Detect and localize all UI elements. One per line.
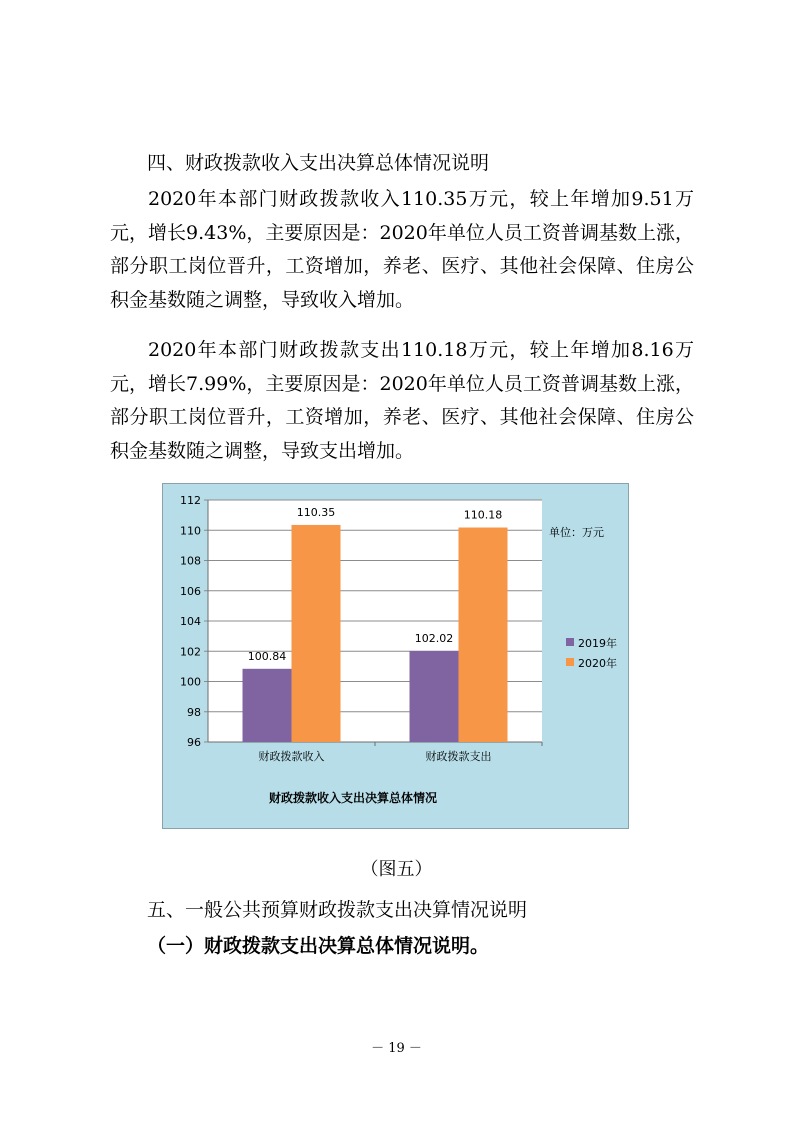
income-paragraph: 2020年本部门财政拨款收入110.35万元，较上年增加9.51万元，增长9.43%，主要原因是：2020年单位人员工资普调基数上涨，部分职工岗位晋升，工资增加，养老、医疗、其他社会保障、住房公积金基数随之调整，导致收入增加。 xyxy=(110,188,694,311)
unit-label: 单位：万元 xyxy=(549,526,604,539)
bar-value-label: 110.18 xyxy=(463,508,503,522)
legend-label: 2019年 xyxy=(578,637,617,650)
section5-subheading: （一）财政拨款支出决算总体情况说明。 xyxy=(147,935,490,957)
bar-value-label: 102.02 xyxy=(414,631,454,645)
bar-value-label: 110.35 xyxy=(296,505,336,519)
expense-paragraph: 2020年本部门财政拨款支出110.18万元，较上年增加8.16万元，增长7.99%，主要原因是：2020年单位人员工资普调基数上涨，部分职工岗位晋升，工资增加，养老、医疗、其他社会保障、住房公积金基数随之调整，导致支出增加。 xyxy=(110,339,694,462)
section5-heading: 五、一般公共预算财政拨款支出决算情况说明 xyxy=(147,899,528,921)
bar-0-0 xyxy=(243,669,292,742)
bar-1-1 xyxy=(459,528,508,742)
x-tick-label: 财政拨款支出 xyxy=(425,750,492,763)
bar-value-label: 100.84 xyxy=(247,649,287,663)
y-tick-label: 100 xyxy=(180,675,201,689)
page-number: － 19 － xyxy=(371,1041,422,1056)
chart-title: 财政拨款收入支出决算总体情况 xyxy=(268,791,438,805)
bar-chart xyxy=(163,484,628,828)
bar-1-0 xyxy=(292,525,341,742)
x-tick-label: 财政拨款收入 xyxy=(258,750,325,763)
y-tick-label: 110 xyxy=(180,524,201,538)
y-tick-label: 98 xyxy=(187,705,201,719)
y-tick-label: 106 xyxy=(180,584,201,598)
figure-caption: （图五） xyxy=(360,859,433,880)
y-tick-label: 102 xyxy=(180,645,201,659)
y-tick-label: 112 xyxy=(180,494,201,507)
bar-0-1 xyxy=(410,651,459,742)
legend-swatch xyxy=(566,638,574,646)
y-tick-label: 96 xyxy=(187,736,201,749)
legend-label: 2020年 xyxy=(578,657,617,670)
y-tick-label: 104 xyxy=(180,615,201,628)
section4-heading: 四、财政拨款收入支出决算总体情况说明 xyxy=(147,152,490,174)
y-tick-label: 108 xyxy=(180,554,201,568)
chart-container xyxy=(162,483,629,829)
legend-swatch xyxy=(566,658,574,666)
